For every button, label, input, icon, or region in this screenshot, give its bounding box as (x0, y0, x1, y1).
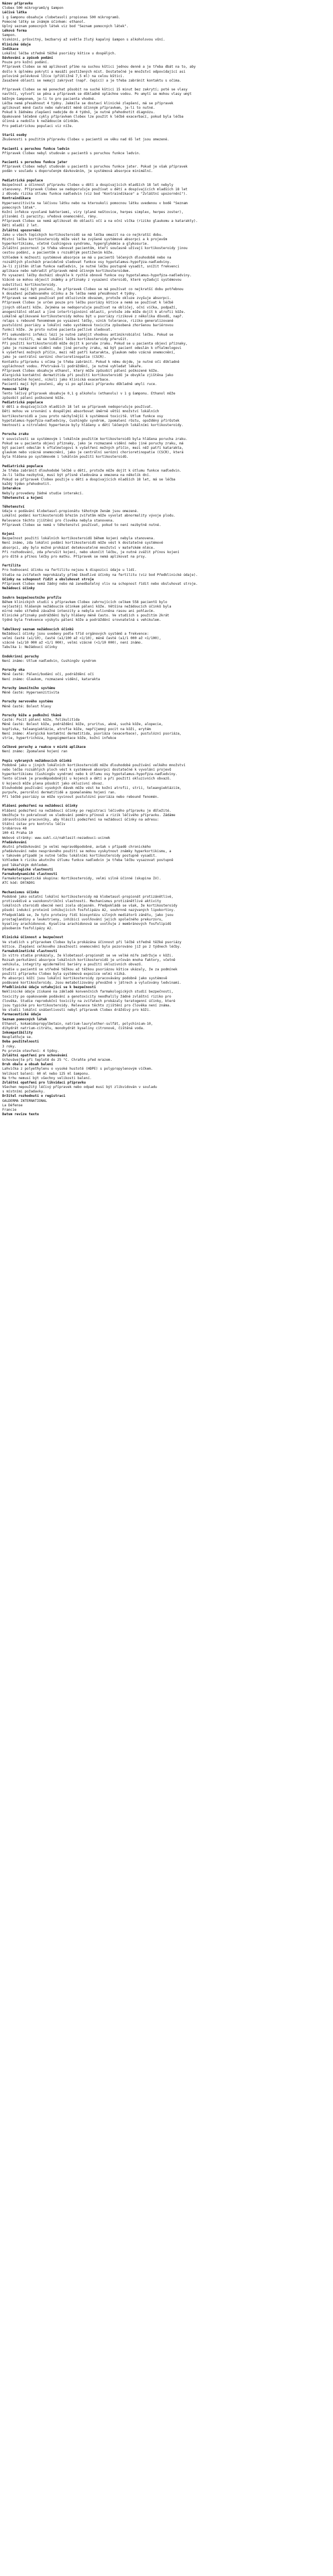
text-line: Podobně jako ostatní lokální kortikosteroidy má klobetasol-propionát protizánětlivé, (2, 894, 174, 899)
text-line: Tento účinek je pravděpodobnější u kojenců a dětí a při použití okluzivních obvazů. (2, 777, 171, 781)
text-line: k dosažení požadovaného účinku a že léčba nemá přesáhnout 4 týdny. (2, 292, 137, 296)
text-line: Děti mohou ve srovnání s dospělými absorbovat úměrně větší množství lokálních (2, 409, 159, 414)
text-line: Nebyly provedeny žádné studie interakcí. (2, 491, 84, 495)
blank-line (2, 129, 331, 133)
text-line: Méně časté: Pálení/bodání očí, podráždění očí (2, 672, 94, 677)
blank-line (2, 664, 331, 668)
text-line: V souvislosti se systémovým i lokálním použitím kortikosteroidů byla hlášena porucha zraku. (2, 437, 188, 441)
text-line: hmotnosti a nitrolební hypertenze byly hlášeny u dětí léčených lokálními kortikosteroidy. (2, 423, 184, 427)
blank-line (2, 428, 331, 432)
text-line: Při použití kortikosteroidů může dojít k poruše zraku. Pokud se u pacienta objeví příznaky, (2, 341, 188, 346)
text-line: velmi časté (≥1/10), časté (≥1/100 až <1/10), méně časté (≥1/1 000 až <1/100), (2, 636, 162, 641)
text-line: Předpokládá se, že tyto proteiny řídí biosyntézu silných mediátorů zánětu, jako jsou (2, 913, 174, 917)
text-line: aplikace nebo nahradit přípravek méně účinným kortikosteroidem. (2, 269, 131, 274)
text-line: plísněmi či parazity; vředová onemocnění, rány. (2, 215, 98, 219)
section-heading: Pomocné látky (2, 387, 29, 391)
text-line: stanoveny. Přípravek Clobex se nedoporučuje používat u dětí a dospívajících mladších 18 let (2, 188, 188, 192)
text-line: Časté: Pocit pálení kůže, folikulitida (2, 718, 80, 722)
section-heading: Datum revize textu (2, 1112, 39, 1117)
text-line: Není známo, zda lokální podání kortikosteroidů může vést k dostatečné systémové (2, 541, 163, 545)
text-line: Ve studii lokální snášenlivosti nebyl přípravek Clobex dráždivý pro kůži. (2, 1008, 151, 1013)
text-line: Je třeba zabránit dlouhodobé léčbě u dětí, protože může dojít k útlumu funkce nadledvin. (2, 468, 181, 473)
text-line: Při sekundární infekci lézí je nutné zahájit vhodnou antimikrobiální léčbu. Pokud se (2, 332, 174, 337)
section-heading: Farmakodynamické vlastnosti (2, 872, 58, 876)
section-heading: Zvláštní opatření pro likvidaci přípravku (2, 1080, 86, 1085)
blank-line (2, 886, 331, 890)
text-line: prostaglandiny a leukotrieny, inhibicí uvolňování jejich společného prekurzoru, (2, 917, 163, 922)
text-line: substituci kortikosteroidy. (2, 282, 58, 287)
text-line: Zvláštní pozornost je třeba věnovat pacientům, kteří současně užívají kortikosteroidy jinou (2, 246, 188, 251)
text-line: mírné nebo středně závažné intenzity a nebyla ovlivněna rasou ani pohlavím. (2, 609, 155, 614)
text-line: Přípravek Clobex se nemá aplikovat do oblasti očí a na oční víčka (riziko glaukomu a katarakty). (2, 219, 198, 224)
section-heading: Zvláštní opatření pro uchovávání (2, 1053, 68, 1057)
text-line: jsou typické pro kortikosteroidy. Relevance těchto zjištění pro člověka není známa. (2, 1003, 171, 1008)
text-line: Místní léčba kortikosteroidy může vést ke zvýšené systémové absorpci a k projevům (2, 237, 168, 241)
text-line: 100 41 Praha 10 (2, 831, 33, 836)
text-line: hypotalamus-hypofýza-nadledviny, Cushingův syndrom, zpomalení růstu, opožděný přírůstek (2, 418, 180, 423)
text-line: Lokální léčba středně těžké psoriázy kštice u dospělých. (2, 51, 117, 55)
text-line: Lokálně aplikované kortikosteroidy mohou být u psoriázy rizikové z několika důvodů, např. (2, 314, 184, 318)
section-heading: Klinická účinnost a bezpečnost (2, 935, 64, 940)
text-line: Přípravek Clobex obsahuje ethanol, který může způsobit pálení poškozené kůže. (2, 368, 159, 373)
section-heading: Poruchy imunitního systému (2, 686, 56, 690)
section-heading: Druh obalu a obsah balení (2, 1062, 53, 1067)
section-heading: Poruchy nervového systému (2, 700, 53, 704)
text-line: kyseliny arachidonové. Kyselina arachidonová se uvolňuje z membránových fosfolipidů (2, 922, 171, 926)
text-line: Kontaktu přípravku s očima je třeba zabránit. Pokud k němu dojde, je nutné oči důkladně (2, 360, 180, 364)
text-line: dihydrát natrium-citrátu, monohydrát kyseliny citronové, čištěná voda. (2, 1026, 145, 1030)
blank-line (2, 650, 331, 655)
section-heading: Léčivá látka (2, 11, 27, 15)
text-line: Šrobárova 48 (2, 827, 27, 831)
section-heading: Pacienti s poruchou funkce ledvin (2, 146, 70, 151)
text-line: Není známo: Glaukom, rozmazané vidění, katarakta (2, 677, 100, 681)
section-heading: Farmakokinetické vlastnosti (2, 949, 58, 953)
text-line: jiných oblastí kůže. Zejména se nedoporučuje používat na obličej, oční víčka, podpaží, (2, 305, 178, 310)
text-line: nedostatečné hojení, nikoli jako klinická exacerbace. (2, 378, 110, 382)
section-heading: Zvláštní upozornění (2, 228, 41, 232)
blank-line (2, 695, 331, 700)
text-line: lokálních steroidů obecně není zcela objasněn. Předpokládá se však, že kortikosteroidy (2, 904, 178, 908)
text-line: Viskózní, průsvitný, bezbarvý až světle žlutý kapalný šampon s alkoholovou vůní. (2, 38, 165, 42)
text-line: týdně byla frekvence výskytu pálení kůže a podráždění srovnatelná s vehikulem. (2, 618, 162, 623)
text-line: Rozsah perkutánní absorpce lokálních kortikosteroidů je určován mnoha faktory, včetně (2, 958, 175, 963)
text-line: nebo léčba rozsáhlých ploch vést k systémové absorpci dostatečné k vyvolání projevů (2, 768, 171, 772)
text-line: jako je rozmazané vidění nebo jiné poruchy zraku, má být pacient odeslán k oftalmologovi (2, 346, 181, 351)
text-line: účinná a nedošlo k nežádoucím účinkům. (2, 119, 80, 124)
section-heading: Starší osoby (2, 133, 27, 137)
section-heading: Porucha zraku (2, 432, 29, 437)
text-line: Léčba nemá přesáhnout 4 týdny. Jakmile se dostaví klinické zlepšení, má se přípravek (2, 101, 174, 105)
text-line: Webové stránky: www.sukl.cz/nahlasit-nezadouci-ucinek (2, 836, 110, 840)
text-line: s místními požadavky. (2, 1090, 46, 1094)
text-line: Neuplatňuje se. (2, 1035, 33, 1040)
section-heading: Léková forma (2, 29, 27, 33)
text-line: Studie u pacientů se středně těžkou až těžkou psoriázou kštice ukázaly, že za podmínek (2, 967, 178, 971)
text-line: Během klinických studií s přípravkem Clobex zahrnujících celkem 558 pacientů bylo (2, 600, 168, 604)
text-line: Opakované léčebné cykly přípravkem Clobex lze použít k léčbě exacerbací, pokud byla léčba (2, 115, 184, 119)
text-line: Státní ústav pro kontrolu léčiv (2, 822, 65, 827)
text-line: aplikovat méně často nebo nahradit méně účinným přípravkem, je-li to nutné. (2, 105, 155, 110)
section-heading: Tabulkový seznam nežádoucích účinků (2, 627, 74, 631)
text-line: Úplný seznam pomocných látek viz bod "Seznam pomocných látek". (2, 24, 129, 28)
text-line: způsobit pálení poškozené kůže. (2, 396, 65, 400)
blank-line (2, 709, 331, 713)
blank-line (2, 591, 331, 595)
text-line: podávané kortikosteroidy. Jsou metabolizovány převážně v játrech a vylučovány ledvinami. (2, 981, 181, 985)
text-line: Nežádoucí účinky jsou uvedeny podle tříd orgánových systémů a frekvence: (2, 631, 149, 636)
text-line: Vzácně se mohou objevit známky a příznaky z vysazení steroidů, které vyžadují systémovou (2, 278, 181, 282)
text-line: 1 g šamponu obsahuje clobetasoli propionas 500 mikrogramů. (2, 15, 120, 19)
text-line: zdravotnické pracovníky, aby hlásili podezření na nežádoucí účinky na adresu: (2, 817, 159, 822)
text-line: cestou podání, a pacientům s rozsáhlým postižením kůže. (2, 251, 114, 255)
section-heading: Poruchy oka (2, 668, 25, 672)
text-line: 3 roky. (2, 1044, 17, 1049)
blank-line (2, 528, 331, 532)
text-line: Hypersenzitivita na léčivou látku nebo na kteroukoli pomocnou látku uvedenou v bodě "Seznam (2, 201, 188, 205)
text-line: Vzhledem k možnosti systémové absorpce se má u pacientů léčených dlouhodobě nebo na (2, 255, 171, 260)
text-line: Farmakoterapeutická skupina: Kortikosteroidy, velmi silně účinné (skupina IV). (2, 877, 162, 881)
section-heading: Endokrinní poruchy (2, 654, 39, 659)
text-line: Je-li zjištěn útlum funkce nadledvin, je nutné léčbu postupně vysadit, snížit frekvenci (2, 264, 180, 269)
text-line: Šampon. (2, 33, 17, 38)
blank-line (2, 83, 331, 88)
text-line: Pacienti mají být poučeni, aby si po aplikaci přípravku důkladně umyli ruce. (2, 382, 157, 387)
blank-line (2, 741, 331, 745)
text-line: Vzhledem k riziku akutního útlumu funkce nadledvin je třeba léčbu vysazovat postupně (2, 858, 174, 863)
text-line: Klinické příznaky podráždění byly hlášeny méně často. Ve studiích s použitím 2krát (2, 614, 169, 618)
text-line: Přípravek Clobex se má aplikovat přímo na suchou kštici jednou denně a je třeba dbát na to, aby (2, 65, 196, 69)
text-line: anogenitální oblast a jiné intertriginózní oblasti, protože zde může dojít k atrofii kůže. (2, 310, 186, 314)
section-heading: Název přípravku (2, 2, 33, 6)
section-heading: Těhotenství (2, 505, 25, 509)
section-heading: Těhotenství a kojení (2, 495, 43, 500)
text-line: kortikosteroidů a jsou proto náchylnější k systémové toxicitě. Útlum funkce osy (2, 414, 163, 418)
text-line: U dětí a dospívajících mladších 18 let se přípravek nedoporučuje používat. (2, 405, 153, 409)
text-line: Jako u všech topických kortikosteroidů se má léčba omezit na co nejkratší dobu. (2, 232, 163, 237)
section-heading: Kontraindikace (2, 196, 31, 201)
text-line: z důvodu rizika útlumu funkce nadledvin (viz bod "Kontraindikace" a "Zvláštní upozornění"). (2, 192, 188, 196)
blank-line (2, 623, 331, 627)
text-line: GALDERMA INTERNATIONAL (2, 1099, 47, 1103)
section-heading: Dávkování a způsob podání (2, 56, 53, 60)
text-line: Tabulka 1: Nežádoucí účinky (2, 645, 58, 650)
text-line: kopřivka, teleangiektázie, atrofie kůže, nepříjemný pocit na kůži, erytém (2, 727, 151, 731)
text-line: jako je centrální serózní chorioretinopatie (CSCR). (2, 355, 107, 360)
text-line: Pokud k žádnému zlepšení nedojde do 4 týdnů, je nutné přehodnotit diagnózu. (2, 110, 155, 115)
section-heading: Účinky na schopnost řídit a obsluhovat stroje (2, 577, 94, 581)
text-line: Studie na zvířatech neprokázaly přímé škodlivé účinky na fertilitu (viz bod Předklinické údaje). (2, 573, 198, 577)
text-line: Není známo: Zpomalené hojení ran (2, 750, 68, 754)
text-line: rozsáhlých plochách pravidelně sledovat funkce osy hypotalamus-hypofýza-nadledviny. (2, 260, 171, 264)
text-line: relaps s rebound fenoménem po vysazení léčby, vznik tolerance, riziko generalizované (2, 319, 174, 323)
text-line: Ve studiích s přípravkem Clobex byla prokázána účinnost při léčbě středně těžké psoriázy (2, 940, 181, 944)
text-line: předávkování nebo nesprávného použití se mohou vyskytnout známky hyperkortikismu, a (2, 849, 171, 854)
text-line: Po prvním otevření: 4 týdny. (2, 1049, 59, 1053)
text-line: Francie (2, 1107, 17, 1112)
text-line: ATC kód: D07AD01 (2, 881, 35, 885)
text-line: Akutní předávkování je velmi nepravděpodobné, avšak v případě chronického (2, 844, 151, 849)
text-line: došlo k úplnému pokrytí a masáži postižených míst. Dostatečné je množství odpovídající asi (2, 69, 186, 74)
text-line: La Défense (2, 1103, 23, 1107)
text-line: člověka. Studie reprodukční toxicity na zvířatech prokázaly teratogenní účinky, které (2, 999, 175, 1003)
section-heading: Kojení (2, 532, 15, 537)
text-line: Zkušenosti s použitím přípravku Clobex u pacientů ve věku nad 65 let jsou omezené. (2, 138, 169, 142)
text-line: k vyšetření možných příčin, mezi něž patří katarakta, glaukom nebo vzácná onemocnění, (2, 351, 175, 355)
text-line: pomocných látek". (2, 205, 37, 210)
text-line: nejčastěji hlášeným nežádoucím účinkem pálení kůže. Většina nežádoucích účinků byla (2, 604, 171, 609)
text-line: Hlášení podezření na nežádoucí účinky po registraci léčivého přípravku je důležité. (2, 808, 171, 813)
section-heading: Klinické údaje (2, 42, 31, 47)
section-heading: Inkompatibility (2, 1031, 33, 1035)
text-line: Po vysazení léčby dochází obvykle k rychlé obnově funkce osy hypotalamus-hypofýza-nadledviny. (2, 274, 192, 278)
text-line: Méně časté: Hypersenzitivita (2, 691, 59, 695)
text-line: kštice. Zlepšení celkového závažnosti onemocnění bylo pozorováno již po 2 týdnech léčby. (2, 944, 181, 949)
text-line: Údaje o podávání klobetasol-propionátu těhotným ženám jsou omezené. (2, 509, 139, 514)
text-line: Přípravek Clobex je určen pouze pro léčbu psoriázy kštice a nemá se používat k léčbě (2, 301, 174, 305)
text-line: Ethanol, kokamidopropylbetain, natrium-laurylether-sulfát, polychinium-10, (2, 1021, 153, 1026)
text-line: Pacienti mají být poučeni, že přípravek Clobex se má používat co nejkratší dobu potřebnou (2, 287, 184, 291)
section-heading: Seznam pomocných látek (2, 1017, 47, 1021)
text-line: Přípravek Clobex nebyl studován u pacientů s poruchou funkce jater. Pokud je však přípravek (2, 165, 188, 169)
blank-line (2, 931, 331, 935)
text-line: Pro pediatrickou populaci viz níže. (2, 124, 74, 128)
text-line: použití přípravku Clobex byla systémová expozice velmi nízká. (2, 971, 127, 976)
text-line: Dlouhodobé používání vysokých dávek může vést ke kožní atrofii, strii, teleangiektáziím, (2, 786, 181, 790)
section-heading: Farmaceutické údaje (2, 1013, 41, 1017)
text-line: vehikula, integrity epidermální bariéry a použití okluzivních obvazů. (2, 963, 143, 967)
text-line: Při rozhodování, zda přerušit kojení, nebo ukončit léčbu, je nutné zvážit přínos kojení (2, 550, 180, 554)
text-line: Je-li léčba nezbytná, musí být přísně sledována a omezena na několik dní. (2, 473, 151, 477)
text-line: pustulózní psoriázy a lokální nebo systémová toxicita způsobená zhoršenou bariérovou (2, 323, 174, 328)
text-line: Přípravek Clobex nemá žádný nebo má zanedbatelný vliv na schopnost řídit nebo obsluhovat stroje. (2, 582, 198, 586)
section-heading: Farmakologické vlastnosti (2, 867, 53, 872)
blank-line (2, 559, 331, 564)
section-heading: Interakce (2, 487, 21, 491)
section-heading: Poruchy kůže a podkožní tkáně (2, 713, 62, 717)
text-line: Není známo: Útlum nadledvin, Cushingův syndrom (2, 659, 96, 663)
blank-line (2, 799, 331, 804)
text-line: Na trhu nemusí být všechny velikosti balení. (2, 1076, 92, 1080)
text-line: Není známo: Alergická kontaktní dermatitida, psoriáza (exacerbace), pustulózní psoriáza, (2, 731, 181, 736)
section-heading: Fertilita (2, 564, 21, 568)
text-line: běžným šamponem, je-li to pro pacienta vhodné. (2, 97, 96, 101)
text-line: být pacient odeslán k oftalmologovi k vyšetření možných příčin, mezi něž patří katarakta, (2, 446, 184, 450)
section-heading: Nežádoucí účinky (2, 586, 35, 591)
section-heading: Popis vybraných nežádoucích účinků (2, 758, 72, 763)
text-line: Neklinické údaje získané na základě konvenčních farmakologických studií bezpečnosti, (2, 990, 174, 994)
text-line: Pokud se u pacienta objeví příznaky, jako je rozmazané vidění nebo jiné poruchy zraku, má (2, 441, 184, 446)
text-line: každý týden přehodnotit. (2, 482, 52, 487)
text-line: Všechen nepoužitý léčivý přípravek nebo odpad musí být zlikvidován v souladu (2, 1085, 157, 1090)
section-heading: Pediatrická populace (2, 464, 43, 468)
text-line: U kojenců může plena působit jako okluzivní obvaz. (2, 781, 104, 786)
blank-line (2, 459, 331, 464)
blank-line (2, 500, 331, 505)
text-line: Podobně jako u jiných lokálních kortikosteroidů může dlouhodobé používání velkého množství (2, 763, 186, 767)
blank-line (2, 682, 331, 686)
text-line: navlhčí, vytvoří se pěna a přípravek se důkladně opláchne vodou. Po umytí se mohou vlasy umýt (2, 92, 192, 97)
section-heading: Indikace (2, 47, 19, 51)
blank-line (2, 142, 331, 146)
text-line: Přípravek Clobex nebyl studován u pacientů s poruchou funkce ledvin. (2, 151, 141, 155)
text-line: Zasažené oblasti se nemají zakrývat (např. čepicí) a je třeba zabránit kontaktu s očima. (2, 78, 181, 83)
text-line: vzácné (≥1/10 000 až <1/1 000), velmi vzácné (<1/10 000), není známo. (2, 641, 143, 645)
text-line: Clobex 500 mikrogramů/g šampon (2, 6, 64, 11)
text-line: Přípravek se nemá používat pod okluzivním obvazem, protože okluze zvyšuje absorpci. (2, 296, 171, 301)
section-heading: Pacienti s poruchou funkce jater (2, 160, 68, 165)
blank-line (2, 156, 331, 160)
section-heading: Celkové poruchy a reakce v místě aplikace (2, 745, 86, 750)
blank-line (2, 174, 331, 179)
text-line: vypláchnout vodou. Přetrvává-li podráždění, je nutné vyhledat lékaře. (2, 364, 143, 368)
text-line: Relevance těchto zjištění pro člověka nebyla stanovena. (2, 518, 114, 523)
text-line: Lahvička z polyethylenu o vysoké hustotě (HDPE) s polypropylenovým víčkem. (2, 1067, 153, 1071)
section-heading: Pediatrická populace (2, 178, 43, 183)
text-line: absorpci, aby bylo možné prokázat detekovatelné množství v mateřském mléce. (2, 545, 155, 550)
text-line: Po absorpci kůží jsou lokální kortikosteroidy zpracovávány podobně jako systémově (2, 976, 168, 980)
text-line: Méně časté: Bolest kůže, podráždění kůže, pruritus, akné, suchá kůže, alopecie, (2, 722, 163, 727)
text-line: funkcí kůže. Je proto nutné pacienta pečlivě sledovat. (2, 328, 113, 332)
text-line: purpuře, perorální dermatitidě a zpomalenému hojení ran. (2, 790, 117, 794)
text-line: podán v souladu s doporučeným dávkováním, je systémová absorpce minimální. (2, 169, 153, 174)
section-heading: Doba použitelnosti (2, 1040, 39, 1044)
text-line: glaukom nebo vzácná onemocnění, jako je centrální serózní chorioretinopatie (CSCR), která (2, 451, 184, 455)
text-line: Pouze pro kožní podání. (2, 60, 49, 65)
text-line: Alergická kontaktní dermatitida při použití kortikosteroidů je obvykle zjištěna jako (2, 373, 174, 378)
text-line: Lokální podání kortikosteroidů březím zvířatům může vyvolat abnormality vývoje plodu. (2, 514, 175, 518)
section-heading: Mechanismus účinku (2, 890, 39, 894)
text-line: Bezpečnost a účinnost přípravku Clobex u dětí a dospívajících mladších 18 let nebyly (2, 183, 174, 187)
text-line: Velikost balení: 60 ml nebo 125 ml šamponu. (2, 1071, 90, 1076)
text-line: infekce rozšíří, má se lokální léčba kortikosteroidy přerušit. (2, 337, 129, 341)
section-heading: Předávkování (2, 840, 27, 844)
text-line: působením fosfolipázy A2. (2, 927, 53, 931)
text-line: Uchovávejte při teplotě do 25 °C. Chraňte před mrazem. (2, 1058, 113, 1062)
text-line: Děti mladší 2 let. (2, 224, 39, 228)
text-line: toxicity po opakovaném podávání a genotoxicity neodhalily žádné zvláštní riziko pro (2, 994, 171, 999)
text-line: Při léčbě psoriázy se může vyvinout pustulózní psoriáza nebo rebound fenomén. (2, 795, 159, 799)
text-line: Přípravek Clobex se nemá v těhotenství používat, pokud to není nezbytně nutné. (2, 523, 162, 527)
section-heading: Pediatrická populace (2, 401, 43, 405)
blank-line (2, 1117, 331, 1121)
text-line: polovině polévkové lžíce (přibližně 7,5 ml) na celou kštici. (2, 74, 125, 78)
text-line: Pokud se přípravek Clobex použije u dětí a dospívajících mladších 18 let, má se léčba (2, 478, 175, 482)
text-line: Bezpečnost použití lokálních kortikosteroidů během kojení nebyla stanovena. (2, 537, 155, 541)
text-line: Pro hodnocení účinku na fertilitu nejsou k dispozici údaje u lidí. (2, 568, 137, 573)
text-line: strie, hypertrichóza, hypopigmentace kůže, kožní infekce (2, 736, 117, 740)
text-line: působí indukcí proteinů inhibujících fosfolipázu A2, souhrnně nazývaných lipokortiny. (2, 908, 175, 913)
text-line: v takovém případě je nutné léčbu lokálními kortikosteroidy postupně vysadit. (2, 854, 157, 858)
section-heading: Hlášení podezření na nežádoucí účinky (2, 804, 78, 808)
text-line: pod lékařským dohledem. (2, 863, 49, 867)
text-line: In vitro studie prokázaly, že klobetasol-propionát se ve velké míře zadržuje v kůži. (2, 954, 174, 958)
text-line: hyperkortikismu (Cushingův syndrom) nebo k útlumu osy hypotalamus-hypofýza-nadledviny. (2, 772, 178, 777)
section-heading: Souhrn bezpečnostního profilu (2, 595, 62, 600)
blank-line (2, 755, 331, 759)
text-line: Méně časté: Bolest hlavy (2, 704, 52, 708)
text-line: Kožní infekce vyvolané bakteriemi, viry (plané neštovice, herpes simplex, herpes zoster), (2, 210, 184, 214)
text-line: Pomocné látky se známým účinkem: ethanol. (2, 19, 86, 24)
section-heading: Předklinické údaje vztahující se k bezpečnosti (2, 985, 96, 990)
text-line: byla hlášena po systémovém i lokálním použití kortikosteroidů. (2, 455, 129, 459)
text-line: Umožňuje to pokračovat ve sledování poměru přínosů a rizik léčivého přípravku. Žádáme (2, 813, 175, 817)
text-line: Tento léčivý přípravek obsahuje 0,1 g alkoholu (ethanolu) v 1 g šamponu. Ethanol může (2, 391, 175, 396)
text-line: protisvědivé a vazokonstrikční vlastnosti. Mechanismus protizánětlivé aktivity (2, 899, 162, 904)
text-line: Přípravek Clobex se má ponechat působit na suché kštici 15 minut bez zakrytí; poté se vlasy (2, 88, 188, 92)
section-heading: Držitel rozhodnutí o registraci (2, 1094, 65, 1099)
text-line: hyperkortikismu, včetně Cushingova syndromu, hyperglykémie a glykosurie. (2, 242, 149, 246)
text-line: pro dítě a přínos léčby pro matku. Přípravek se nemá aplikovat na prsy. (2, 554, 147, 559)
